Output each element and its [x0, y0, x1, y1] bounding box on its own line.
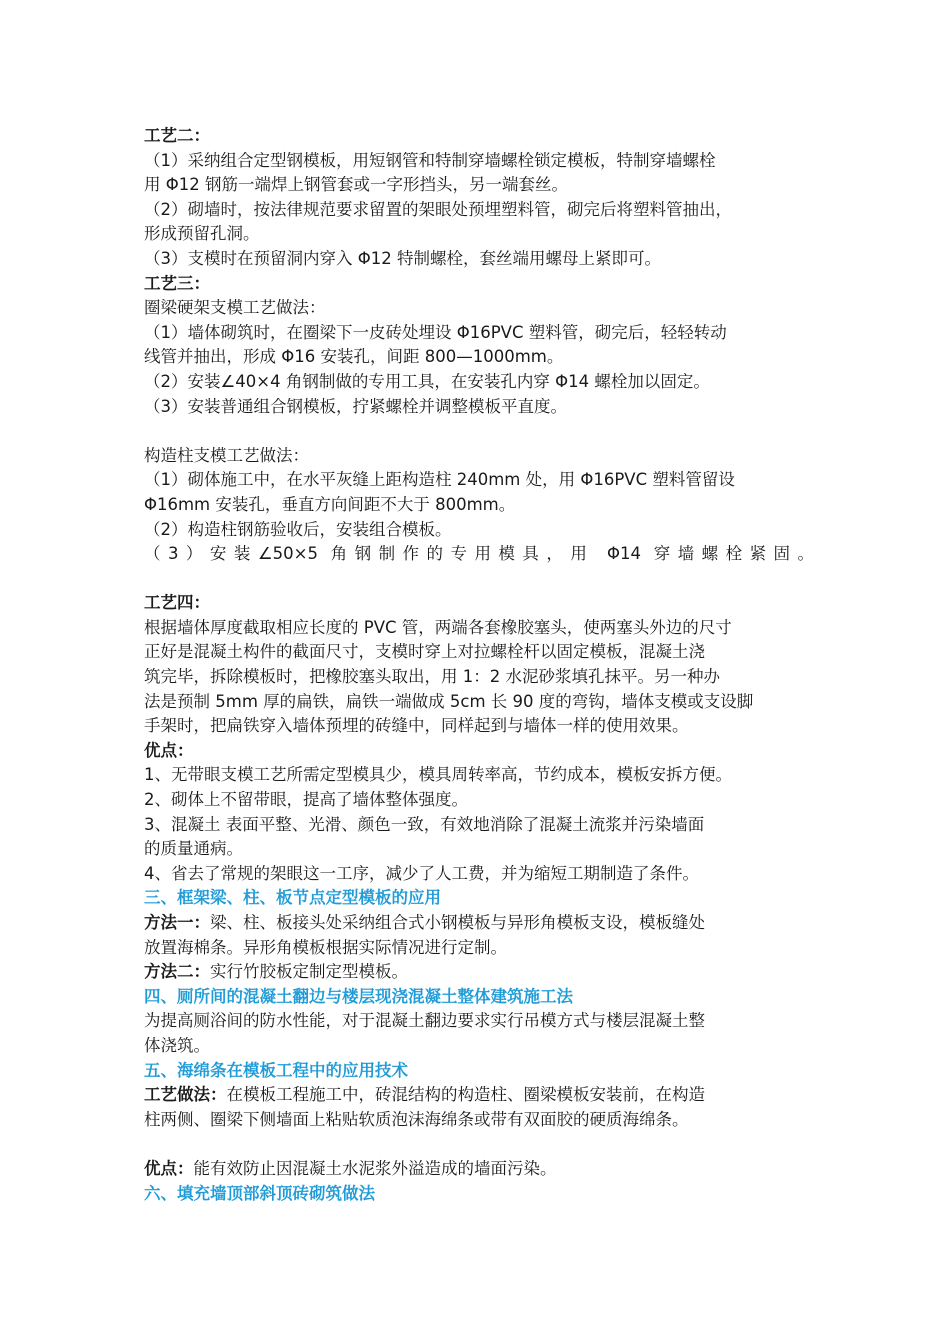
paragraph-line: 形成预留孔洞。 — [144, 224, 260, 244]
paragraph-line — [144, 1157, 814, 1182]
paragraph-line: （3）支模时在预留洞内穿入 Φ12 特制螺栓，套丝端用螺母上紧即可。 — [144, 248, 661, 268]
paragraph-line: 体浇筑。 — [144, 1035, 210, 1055]
paragraph-line: 筑完毕，拆除模板时，把橡胶塞头取出，用 1：2 水泥砂浆填孔抹平。另一种办 — [144, 667, 720, 687]
paragraph-line: 线管并抽出，形成 Φ16 安装孔，间距 800—1000mm。 — [144, 347, 564, 367]
paragraph-line — [144, 911, 814, 936]
document-page — [144, 124, 814, 1206]
process-text: 在模板工程施工中，砖混结构的构造柱、圈梁模板安装前，在构造 — [226, 1085, 705, 1105]
blank-line — [144, 1132, 814, 1157]
paragraph-line: 圈梁硬架支模工艺做法： — [144, 298, 326, 318]
method-1-label: 方法一： — [144, 913, 210, 932]
paragraph-line: 正好是混凝土构件的截面尺寸，支模时穿上对拉螺栓杆以固定模板，混凝土浇 — [144, 642, 705, 662]
paragraph-line: 为提高厕浴间的防水性能，对于混凝土翻边要求实行吊模方式与楼层混凝土整 — [144, 1011, 705, 1031]
blank-line — [144, 567, 814, 592]
paragraph-line: 手架时，把扁铁穿入墙体预埋的砖缝中，同样起到与墙体一样的使用效果。 — [144, 716, 689, 736]
paragraph-line — [144, 1083, 814, 1108]
list-item: 4、省去了常规的架眼这一工序，减少了人工费，并为缩短工期制造了条件。 — [144, 863, 699, 883]
paragraph-line: 用 Φ12 钢筋一端焊上钢管套或一字形挡头，另一端套丝。 — [144, 175, 568, 195]
paragraph-line: 柱两侧、圈梁下侧墙面上粘贴软质泡沫海绵条或带有双面胶的硬质海绵条。 — [144, 1109, 689, 1129]
heading-section-5: 五、海绵条在模板工程中的应用技术 — [144, 1060, 408, 1080]
blank-line — [144, 419, 814, 444]
paragraph-line: 构造柱支模工艺做法： — [144, 445, 309, 465]
list-item: 1、无带眼支模工艺所需定型模具少，模具周转率高，节约成本，模板安拆方便。 — [144, 765, 732, 785]
paragraph-line: （1）墙体砌筑时，在圈梁下一皮砖处埋设 Φ16PVC 塑料管，砌完后，轻轻转动 — [144, 322, 727, 342]
paragraph-line: （3）安装∠50×5 角钢制作的专用模具，用 Φ14 穿墙螺栓紧固。 — [144, 544, 814, 564]
advantages-title: 优点： — [144, 740, 194, 760]
paragraph-line: （2）安装∠40×4 角钢制做的专用工具，在安装孔内穿 Φ14 螺栓加以固定。 — [144, 371, 710, 391]
paragraph-line: 根据墙体厚度截取相应长度的 PVC 管，两端各套橡胶塞头，使两塞头外边的尺寸 — [144, 617, 732, 637]
paragraph-line — [144, 960, 814, 985]
advantage-label: 优点： — [144, 1158, 194, 1178]
list-item: 的质量通病。 — [144, 839, 243, 859]
paragraph-line: （2）砌墙时，按法律规范要求留置的架眼处预埋塑料管，砌完后将塑料管抽出， — [144, 199, 732, 219]
method-2-label: 方法二： — [144, 962, 210, 982]
section-title-gongyi-3: 工艺三： — [144, 273, 210, 293]
method-2-text: 实行竹胶板定制定型模板。 — [210, 962, 408, 982]
advantage-text: 能有效防止因混凝土水泥浆外溢造成的墙面污染。 — [193, 1158, 557, 1178]
section-title-gongyi-4: 工艺四： — [144, 593, 210, 613]
paragraph-line: （2）构造柱钢筋验收后，安装组合模板。 — [144, 519, 452, 539]
paragraph-line: （1）采纳组合定型钢模板，用短钢管和特制穿墙螺栓锁定模板，特制穿墙螺栓 — [144, 150, 716, 170]
paragraph-line: （1）砌体施工中，在水平灰缝上距构造柱 240mm 处，用 Φ16PVC 塑料管留设 — [144, 470, 735, 490]
paragraph-line: （3）安装普通组合钢模板，拧紧螺栓并调整模板平直度。 — [144, 396, 567, 416]
paragraph-line: 法是预制 5mm 厚的扁铁，扁铁一端做成 5cm 长 90 度的弯钩，墙体支模或支设脚 — [144, 691, 754, 711]
list-item: 2、砌体上不留带眼，提高了墙体整体强度。 — [144, 790, 468, 810]
paragraph-line: Φ16mm 安装孔，垂直方向间距不大于 800mm。 — [144, 494, 516, 514]
paragraph-line: 放置海棉条。异形角模板根据实际情况进行定制。 — [144, 937, 507, 957]
heading-section-3: 三、框架梁、柱、板节点定型模板的应用 — [144, 888, 441, 908]
section-title-gongyi-2: 工艺二： — [144, 126, 210, 145]
heading-section-6: 六、填充墙顶部斜顶砖砌筑做法 — [144, 1183, 375, 1203]
method-1-text: 梁、柱、板接头处采纳组合式小钢模板与异形角模板支设，模板缝处 — [210, 913, 705, 932]
process-label: 工艺做法： — [144, 1085, 227, 1105]
list-item: 3、混凝土 表面平整、光滑、颜色一致，有效地消除了混凝土流浆并污染墙面 — [144, 814, 705, 834]
heading-section-4: 四、厕所间的混凝土翻边与楼层现浇混凝土整体建筑施工法 — [144, 986, 573, 1006]
